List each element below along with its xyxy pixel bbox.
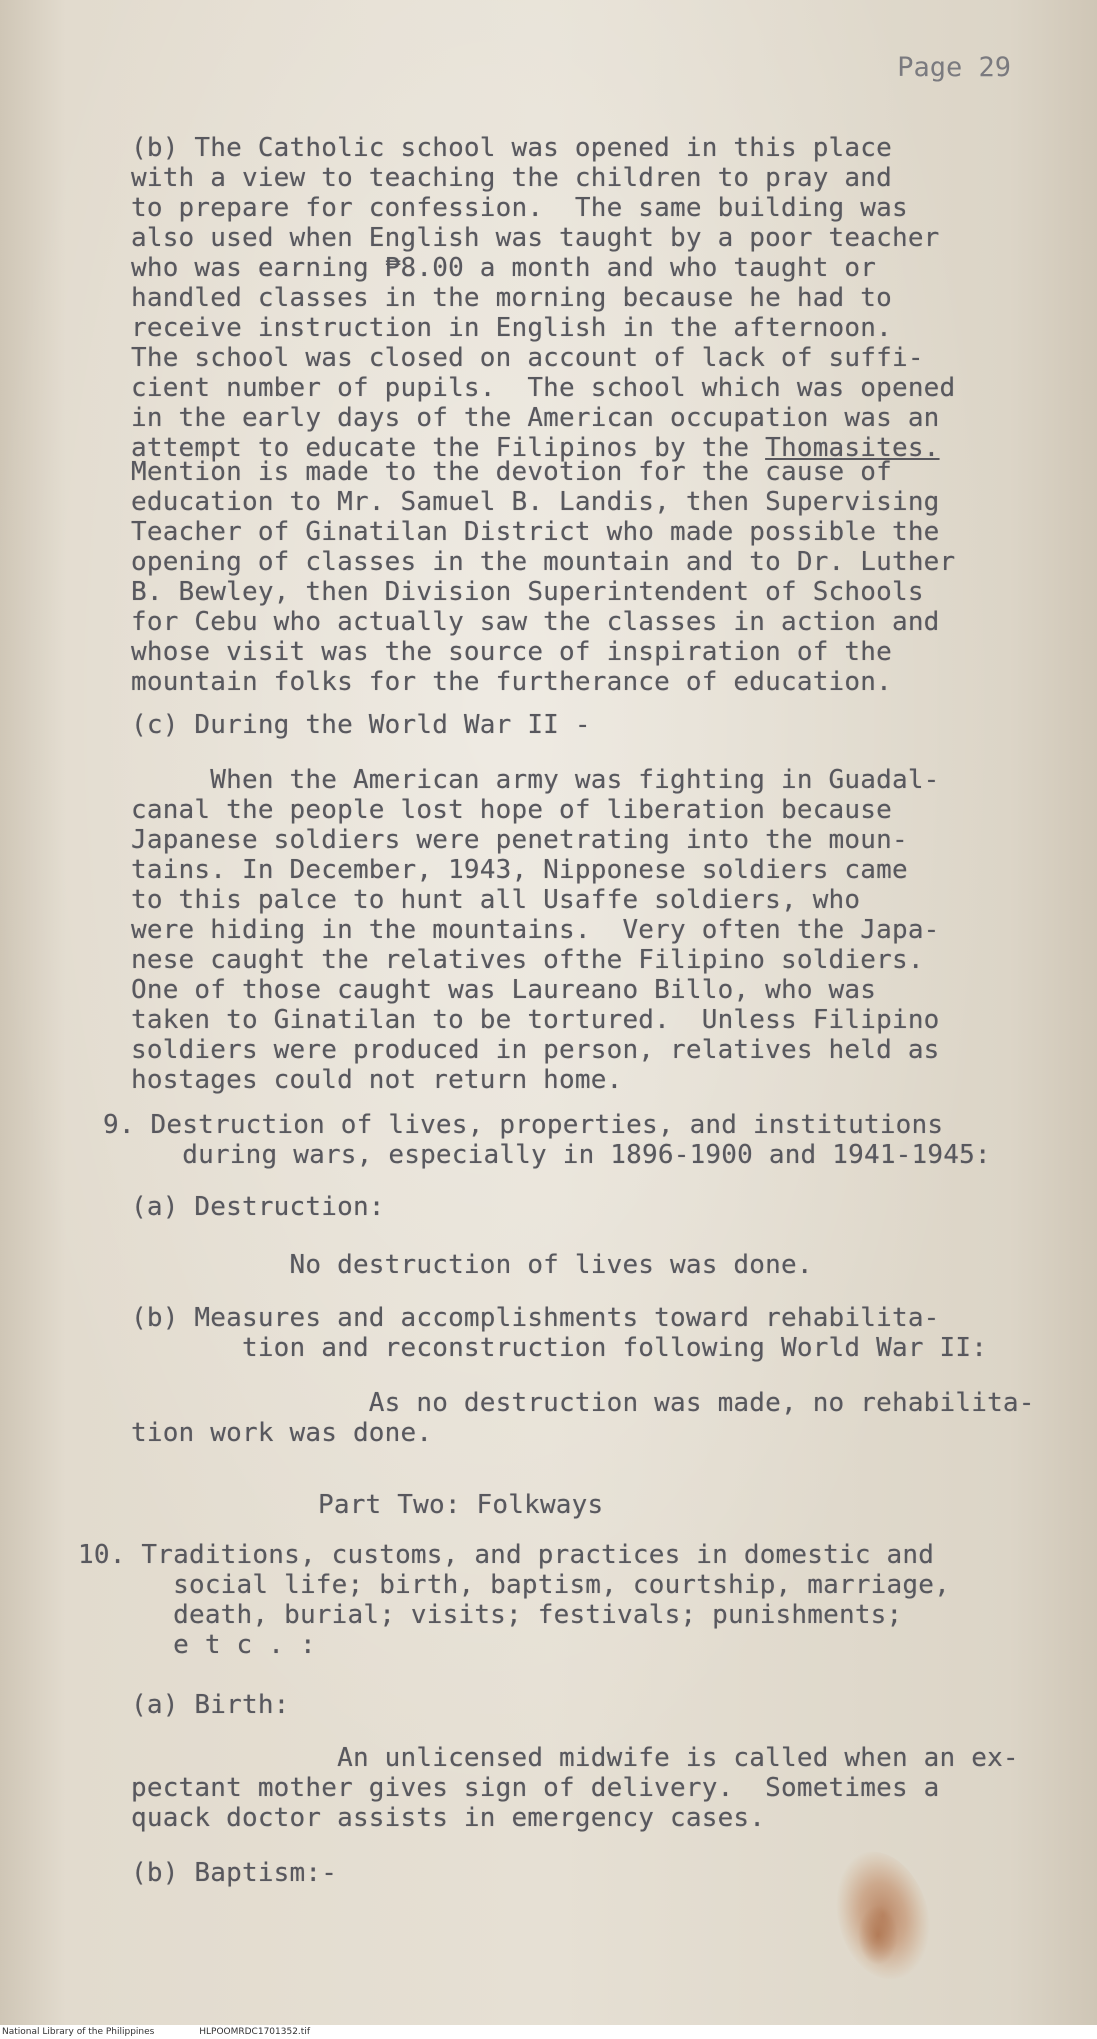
text-line: taken to Ginatilan to be tortured. Unless Filipino — [131, 1005, 940, 1035]
text-segment: attempt to educate the Filipinos by the — [131, 433, 766, 463]
text-line: Mention is made to the devotion for the cause of — [131, 457, 892, 487]
text-line: to prepare for confession. The same building was — [131, 193, 908, 223]
text-line: B. Bewley, then Division Superintendent of Schools — [131, 577, 924, 607]
text-line: handled classes in the morning because he had to — [131, 283, 892, 313]
footer-file-id: HLPOOMRDC1701352.tif — [199, 2027, 310, 2037]
text-line: quack doctor assists in emergency cases. — [131, 1803, 766, 1833]
part-heading: Part Two: Folkways — [318, 1490, 604, 1520]
text-line: in the early days of the American occupation was an — [131, 403, 940, 433]
paper-stain — [858, 1905, 898, 1965]
text-line: (b) The Catholic school was opened in this place — [131, 133, 892, 163]
text-line: whose visit was the source of inspiration of the — [131, 637, 892, 667]
text-line: to this palce to hunt all Usaffe soldiers, who — [131, 885, 861, 915]
text-line: were hiding in the mountains. Very often the Japa- — [131, 915, 940, 945]
text-line: As no destruction was made, no rehabilita- — [131, 1388, 1035, 1418]
text-line: who was earning ₱8.00 a month and who taught or — [131, 253, 877, 283]
text-line: receive instruction in English in the afternoon. — [131, 313, 892, 343]
section-heading: (b) Measures and accomplishments toward rehabilita- — [131, 1303, 940, 1333]
numbered-item: 9. Destruction of lives, properties, and institutions — [103, 1110, 944, 1140]
text-line: The school was closed on account of lack of suffi- — [131, 343, 924, 373]
text-line: during wars, especially in 1896-1900 and 1941-1945: — [103, 1140, 991, 1170]
section-heading: (a) Destruction: — [131, 1192, 385, 1222]
text-line: One of those caught was Laureano Billo, who was — [131, 975, 877, 1005]
section-heading: (a) Birth: — [131, 1690, 290, 1720]
text-line: tion work was done. — [131, 1418, 433, 1448]
text-line: Japanese soldiers were penetrating into the moun- — [131, 825, 908, 855]
text-line: An unlicensed midwife is called when an ex- — [131, 1743, 1019, 1773]
text-line: No destruction of lives was done. — [131, 1250, 813, 1280]
text-line: cient number of pupils. The school which was opened — [131, 373, 956, 403]
text-line: When the American army was fighting in Guadal- — [131, 765, 940, 795]
text-line: Teacher of Ginatilan District who made possible the — [131, 517, 940, 547]
text-line: canal the people lost hope of liberation because — [131, 795, 892, 825]
text-line: pectant mother gives sign of delivery. Sometimes a — [131, 1773, 940, 1803]
page-number: Page 29 — [897, 52, 1011, 83]
text-line: mountain folks for the furtherance of education. — [131, 667, 892, 697]
text-line: death, burial; visits; festivals; punishments; — [78, 1600, 903, 1630]
text-line: social life; birth, baptism, courtship, marriage, — [78, 1570, 950, 1600]
text-line: for Cebu who actually saw the classes in action and — [131, 607, 940, 637]
footer-library: National Library of the Philippines — [2, 2027, 155, 2037]
text-line: soldiers were produced in person, relatives held as — [131, 1035, 940, 1065]
text-line: e t c . : — [78, 1630, 316, 1660]
text-line: tion and reconstruction following World War II: — [131, 1333, 988, 1363]
text-line: nese caught the relatives ofthe Filipino soldiers. — [131, 945, 924, 975]
numbered-item: 10. Traditions, customs, and practices in domestic and — [78, 1540, 935, 1570]
section-heading: (b) Baptism:- — [131, 1858, 338, 1888]
text-line: hostages could not return home. — [131, 1065, 623, 1095]
underlined-word: Thomasites. — [765, 433, 940, 463]
text-line: tains. In December, 1943, Nipponese soldiers came — [131, 855, 908, 885]
section-heading: (c) During the World War II - — [131, 710, 591, 740]
text-line: with a view to teaching the children to pray and — [131, 163, 892, 193]
scan-footer — [0, 2025, 1097, 2039]
text-line: opening of classes in the mountain and to Dr. Luther — [131, 547, 956, 577]
text-line: also used when English was taught by a poor teacher — [131, 223, 940, 253]
text-line: education to Mr. Samuel B. Landis, then Supervising — [131, 487, 940, 517]
